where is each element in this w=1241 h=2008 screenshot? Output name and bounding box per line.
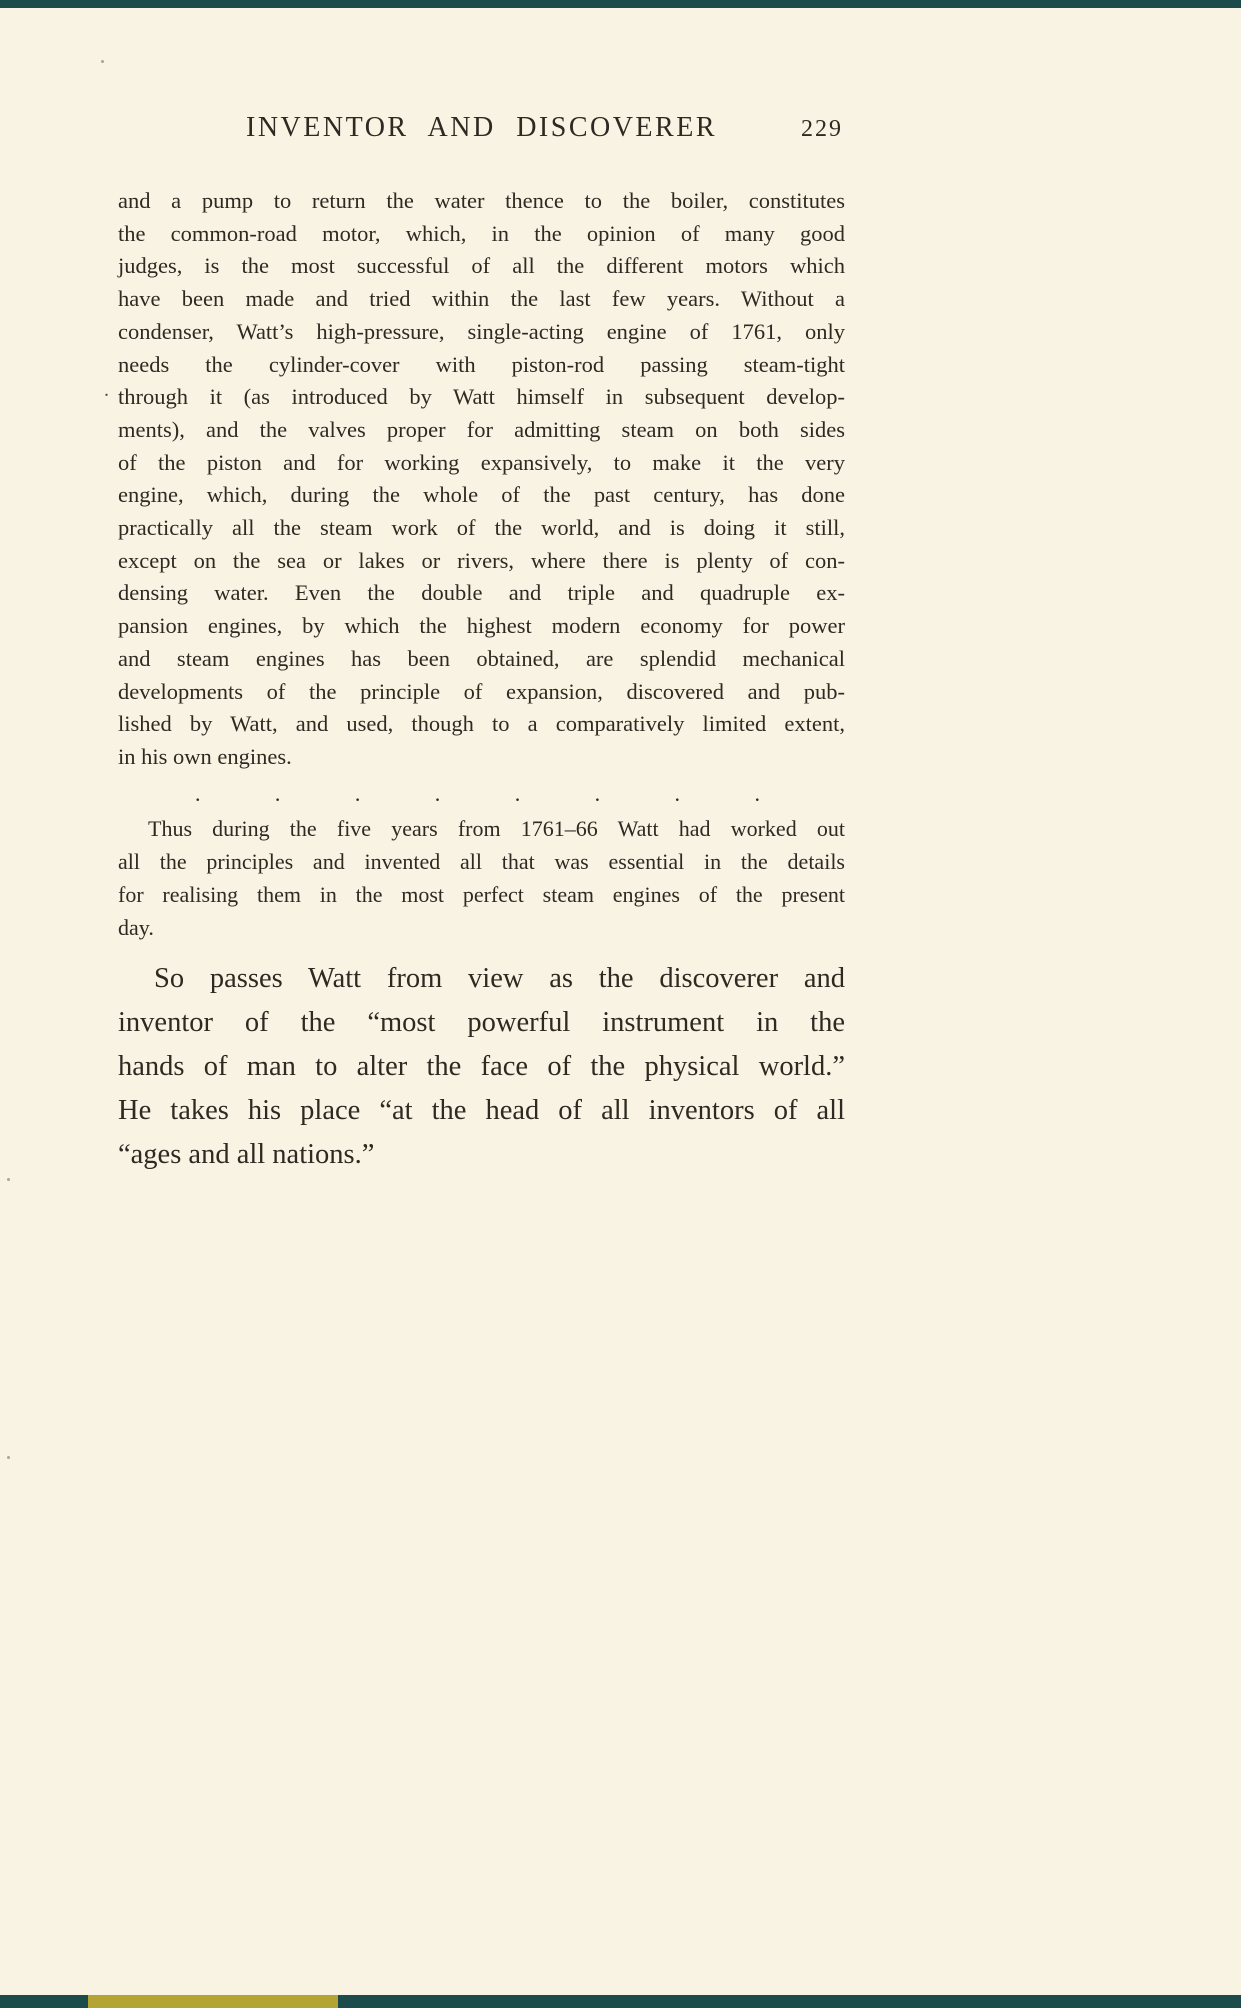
text-line: So passes Watt from view as the discoverer and [154, 963, 845, 995]
scan-speck [7, 1456, 10, 1459]
separator-dot: . [274, 780, 281, 806]
scan-speck [7, 1178, 10, 1181]
text-line: engine, which, during the whole of the past century, has done [118, 482, 845, 508]
text-line: for realising them in the most perfect steam engines of the present [118, 882, 845, 908]
text-line: condenser, Watt’s high-pressure, single-acting engine of 1761, only [118, 318, 845, 344]
page-content [118, 0, 845, 1177]
page-number: 229 [801, 116, 843, 142]
separator-dot: . [674, 780, 681, 806]
text-line: “ages and all nations.” [118, 1139, 375, 1171]
text-line: the common-road motor, which, in the opinion of many good [118, 220, 845, 246]
text-line: all the principles and invented all that was essential in the details [118, 848, 845, 874]
paragraph-summary [118, 812, 845, 945]
scan-edge-bottom-accent [88, 1995, 338, 2008]
text-line: Thus during the five years from 1761–66 Watt had worked out [148, 815, 845, 841]
text-line: developments of the principle of expansion, discovered and pub- [118, 678, 845, 704]
separator-dot: . [195, 780, 201, 806]
text-line: inventor of the “most powerful instrument in the [118, 1007, 845, 1039]
separator-dot: . [594, 780, 601, 806]
text-line: and steam engines has been obtained, are splendid mechanical [118, 645, 845, 671]
text-line: of the piston and for working expansively, to make it the very [118, 449, 845, 475]
text-line: have been made and tried within the last few years. Without a [118, 286, 845, 312]
text-line: pansion engines, by which the highest modern economy for power [118, 613, 845, 639]
paragraph-closing-quote [118, 957, 845, 1177]
separator-dot: . [514, 780, 521, 806]
text-line: hands of man to alter the face of the physical world.” [118, 1051, 845, 1083]
text-line: lished by Watt, and used, though to a comparatively limited extent, [118, 711, 845, 737]
text-line: through it (as introduced by Watt himself in subsequent develop- [118, 384, 845, 410]
text-line: in his own engines. [118, 743, 292, 769]
text-line: practically all the steam work of the world, and is doing it still, [118, 515, 845, 541]
text-line: judges, is the most successful of all the different motors which [118, 253, 845, 279]
separator-dot: . [754, 780, 760, 806]
text-line: He takes his place “at the head of all inventors of all [118, 1095, 845, 1127]
text-line: except on the sea or lakes or rivers, where there is plenty of con- [118, 547, 845, 573]
text-line: densing water. Even the double and triple and quadruple ex- [118, 580, 845, 606]
section-separator-dots [195, 780, 760, 806]
running-title: INVENTOR AND DISCOVERER [246, 112, 717, 143]
page-header [118, 112, 845, 148]
print-artifact-dot: . [104, 379, 109, 401]
text-line: ments), and the valves proper for admitting steam on both sides [118, 416, 845, 442]
text-line: and a pump to return the water thence to the boiler, constitutes [118, 188, 845, 213]
separator-dot: . [354, 780, 361, 806]
scan-speck [101, 60, 104, 63]
paragraph-engine-description [118, 185, 845, 774]
text-line: needs the cylinder-cover with piston-rod passing steam-tight [118, 351, 845, 377]
separator-dot: . [434, 780, 441, 806]
text-line: day. [118, 915, 154, 941]
